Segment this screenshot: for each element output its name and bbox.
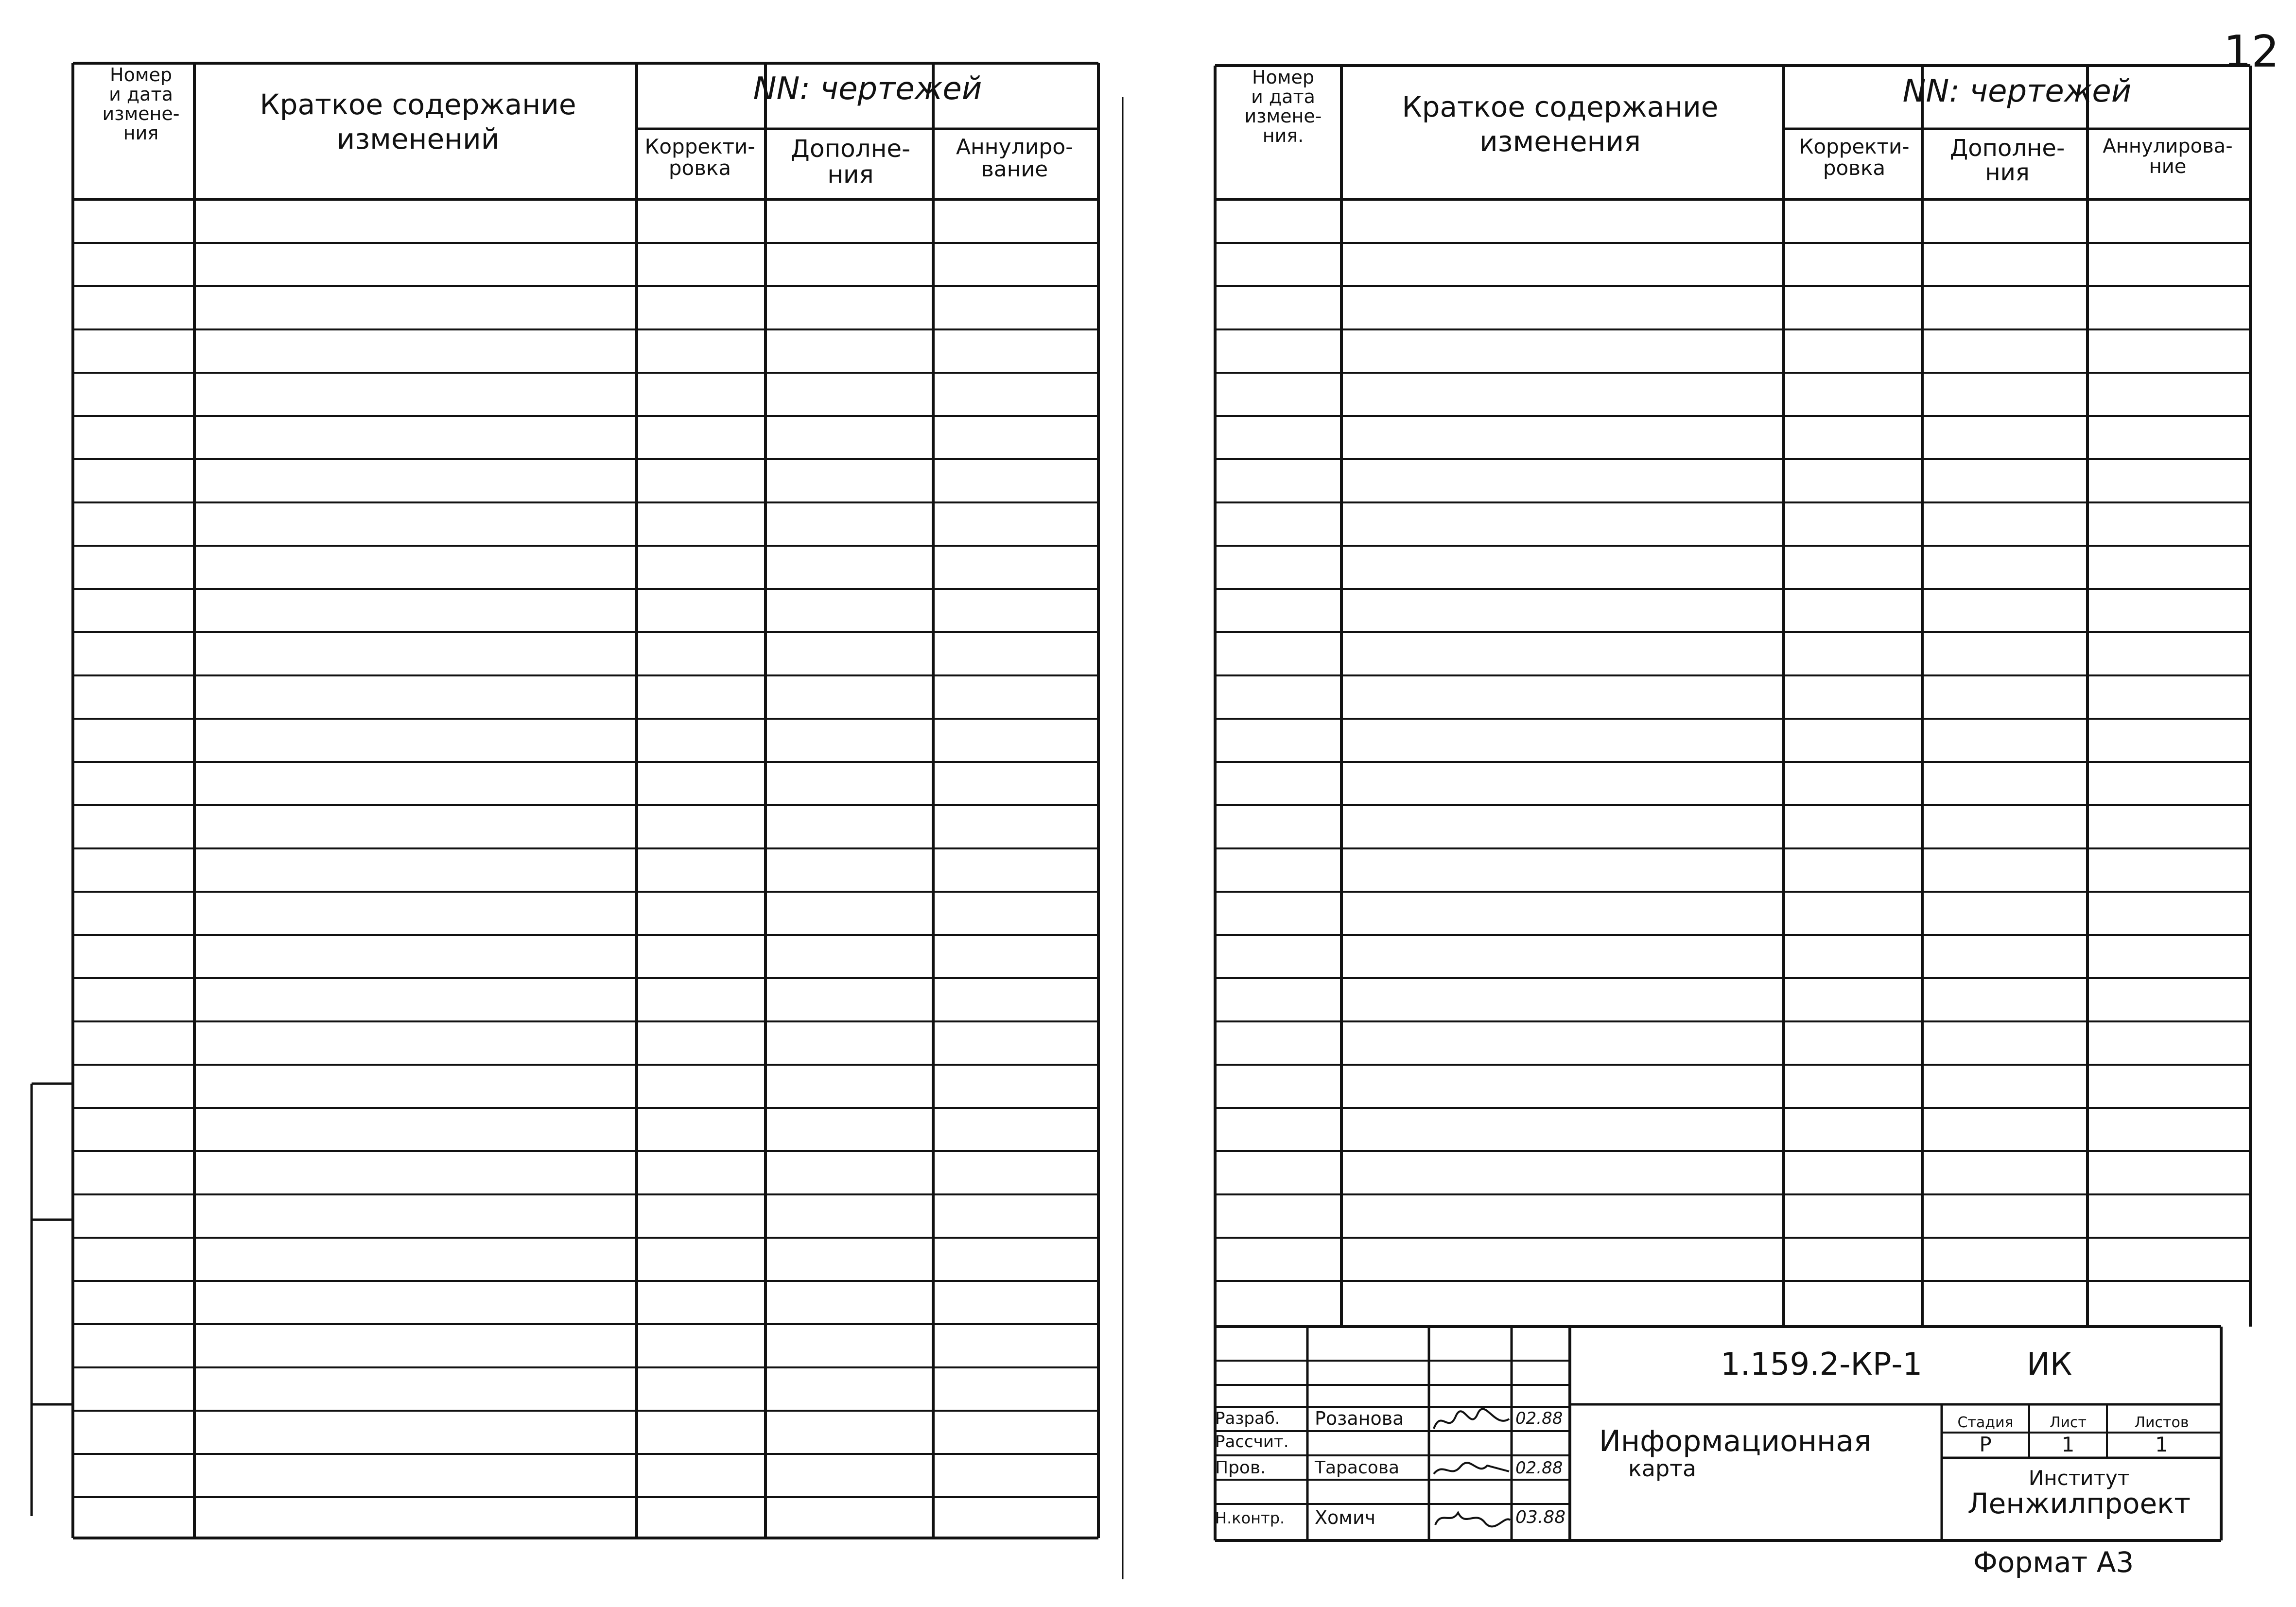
sheet-mark: ИК xyxy=(2027,1347,2072,1382)
stage-label: Стадия xyxy=(1957,1414,2014,1432)
left-header-correction-line2: ровка xyxy=(668,156,731,180)
right-header-correction xyxy=(1784,136,1925,179)
role-norm-control-date: 03.88 xyxy=(1515,1507,1566,1527)
left-header-additions-line2: ния xyxy=(827,160,874,189)
stage-value: Р xyxy=(1979,1432,1992,1456)
signature-norm-control xyxy=(1431,1505,1514,1532)
right-header-annulment-line2: ние xyxy=(2149,156,2187,178)
role-developed-name: Розанова xyxy=(1315,1408,1404,1429)
right-header-number-line3: измене- xyxy=(1244,105,1322,127)
right-header-number-line4: ния. xyxy=(1262,124,1304,146)
left-header-number-line3: измене- xyxy=(102,103,180,124)
left-header-additions xyxy=(768,136,933,187)
right-header-annulment xyxy=(2087,136,2248,177)
right-header-drawings-group: NN: чертежей xyxy=(1902,73,2132,109)
sheet-value: 1 xyxy=(2061,1432,2075,1456)
right-header-annulment-line1: Аннулирова- xyxy=(2103,135,2233,157)
left-header-content-line1: Краткое содержание xyxy=(260,88,576,121)
right-header-number-date xyxy=(1230,68,1337,146)
right-header-additions-line1: Дополне- xyxy=(1949,135,2065,162)
signature-developer xyxy=(1431,1407,1514,1436)
organization xyxy=(1942,1468,2216,1519)
organization-line2: Ленжилпроект xyxy=(1967,1487,2191,1521)
right-header-number-line1: Номер xyxy=(1252,67,1314,88)
page-number: 12 xyxy=(2224,26,2279,77)
role-checked-label: Пров. xyxy=(1215,1458,1266,1478)
left-header-annulment-line1: Аннулиро- xyxy=(956,135,1074,159)
role-developed-label: Разраб. xyxy=(1215,1409,1280,1428)
document-title xyxy=(1599,1426,1871,1480)
left-header-drawings-group: NN: чертежей xyxy=(753,71,982,107)
signature-checker xyxy=(1431,1457,1514,1484)
left-header-content-line2: изменений xyxy=(336,122,500,156)
left-header-annulment xyxy=(936,136,1094,181)
sheet-label: Лист xyxy=(2049,1414,2087,1432)
role-norm-control-name: Хомич xyxy=(1315,1507,1376,1528)
left-header-number-line4: ния xyxy=(123,122,159,144)
role-checked-name: Тарасова xyxy=(1315,1458,1400,1478)
left-header-correction xyxy=(634,136,765,179)
right-header-content-line1: Краткое содержание xyxy=(1402,90,1719,123)
organization-line1: Институт xyxy=(2028,1466,2130,1490)
right-header-correction-line2: ровка xyxy=(1823,156,1886,180)
right-header-additions-line2: ния xyxy=(1985,159,2030,187)
left-header-content xyxy=(199,90,637,154)
right-header-content xyxy=(1341,92,1779,156)
role-checked-date: 02.88 xyxy=(1515,1458,1563,1478)
document-code: 1.159.2-КР-1 xyxy=(1721,1347,1923,1382)
right-header-correction-line1: Корректи- xyxy=(1799,135,1910,158)
document-title-line2: карта xyxy=(1628,1455,1697,1482)
role-norm-control-label: Н.контр. xyxy=(1215,1509,1285,1527)
right-header-content-line2: изменения xyxy=(1479,124,1641,158)
left-header-number-line2: и дата xyxy=(109,83,173,105)
left-header-number-line1: Номер xyxy=(110,64,172,86)
role-calculated-label: Рассчит. xyxy=(1215,1432,1289,1451)
left-header-number-date xyxy=(87,66,194,143)
sheets-value: 1 xyxy=(2155,1432,2168,1456)
role-developed-date: 02.88 xyxy=(1515,1409,1563,1428)
left-header-annulment-line2: вание xyxy=(981,157,1048,182)
left-header-additions-line1: Дополне- xyxy=(790,135,911,163)
right-header-additions xyxy=(1925,136,2090,185)
left-header-correction-line1: Корректи- xyxy=(644,135,755,158)
right-header-number-line2: и дата xyxy=(1251,86,1315,107)
document-title-line1: Информационная xyxy=(1599,1424,1872,1458)
sheets-label: Листов xyxy=(2134,1414,2189,1432)
format-label: Формат А3 xyxy=(1973,1546,2134,1579)
